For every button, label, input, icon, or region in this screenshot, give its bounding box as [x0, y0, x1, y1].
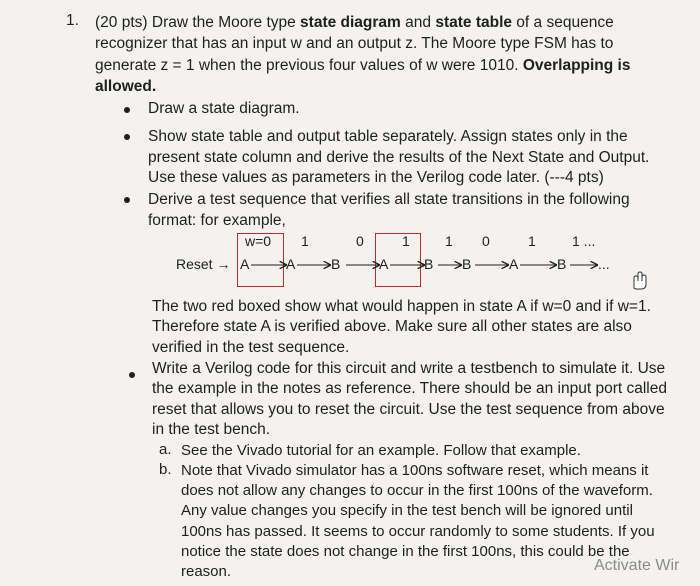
term-state-table: state table	[435, 14, 512, 31]
bullet-dot	[124, 107, 130, 113]
input-label: 1	[402, 233, 410, 249]
subitem-letter: a.	[159, 441, 172, 458]
state-label: A	[509, 256, 519, 272]
bullet-item: Derive a test sequence that verifies all state transitions in the following format: for example,	[148, 191, 630, 229]
subitem-text: See the Vivado tutorial for an example. Follow that example.	[181, 442, 581, 459]
explanation-text: The two red boxed show what would happen in state A if w=0 and if w=1. Therefore state A is verified above. Make sure all other states are also verified in the test sequence.	[152, 298, 651, 356]
subitem-letter: b.	[159, 461, 172, 478]
bullet-dot	[129, 372, 135, 378]
activate-windows-watermark: Activate Wir	[594, 557, 680, 574]
state-label: B	[424, 256, 434, 272]
bullet-item: Write a Verilog code for this circuit and write a testbench to simulate it. Use the example in the notes as reference. There should be an input port called reset that allows you to reset the circuit. Use the test sequence from above in the test bench.	[152, 360, 667, 438]
input-label: 1	[528, 233, 536, 249]
question-text	[95, 12, 655, 98]
bullet-dot	[124, 197, 130, 203]
input-label: 1 ...	[572, 233, 596, 249]
state-label: B	[557, 256, 567, 272]
input-label: w=0	[245, 233, 272, 249]
state-label: B	[462, 256, 472, 272]
bullet-item: Show state table and output table separately. Assign states only in the present state column and derive the results of the Next State and Output. Use these values as parameters in the Verilog code later. (---4 pts)	[148, 128, 650, 186]
input-label: 1	[445, 233, 453, 249]
state-label: A	[379, 256, 389, 272]
input-label: 1	[301, 233, 309, 249]
input-label: 0	[356, 233, 364, 249]
question-number: 1.	[66, 12, 79, 29]
question-intro-2: of a sequence recognizer that has an input w and an output z. The Moore type FSM has to generate z = 1 when the previous four values of w were 1010.	[95, 14, 614, 74]
question-intro-1: Draw the Moore type	[147, 14, 301, 31]
input-label: 0	[482, 233, 490, 249]
state-label: A	[286, 256, 296, 272]
hand-cursor-icon	[628, 270, 650, 292]
overlap-note: Overlapping is allowed.	[95, 56, 631, 96]
reset-label: Reset →	[176, 256, 231, 272]
transition-arrows	[170, 230, 630, 292]
question-points: (20 pts)	[95, 14, 148, 31]
subitem-text: Note that Vivado simulator has a 100ns software reset, which means it does not allow any changes to occur in the first 100ns of the waveform. Any value changes you specify in the test bench will be ignored until 100ns has passed. It seems to occur randomly to some students. If you notice the state does not change in the first 100ns, this could be the reason.	[181, 462, 655, 581]
state-label: A	[240, 256, 250, 272]
bullet-item: Draw a state diagram.	[148, 100, 300, 117]
term-state-diagram: state diagram	[300, 14, 401, 31]
bullet-dot	[124, 134, 130, 140]
question-and: and	[400, 14, 436, 31]
state-label: B	[331, 256, 341, 272]
test-sequence-example	[170, 230, 630, 292]
state-label: ...	[598, 256, 610, 272]
